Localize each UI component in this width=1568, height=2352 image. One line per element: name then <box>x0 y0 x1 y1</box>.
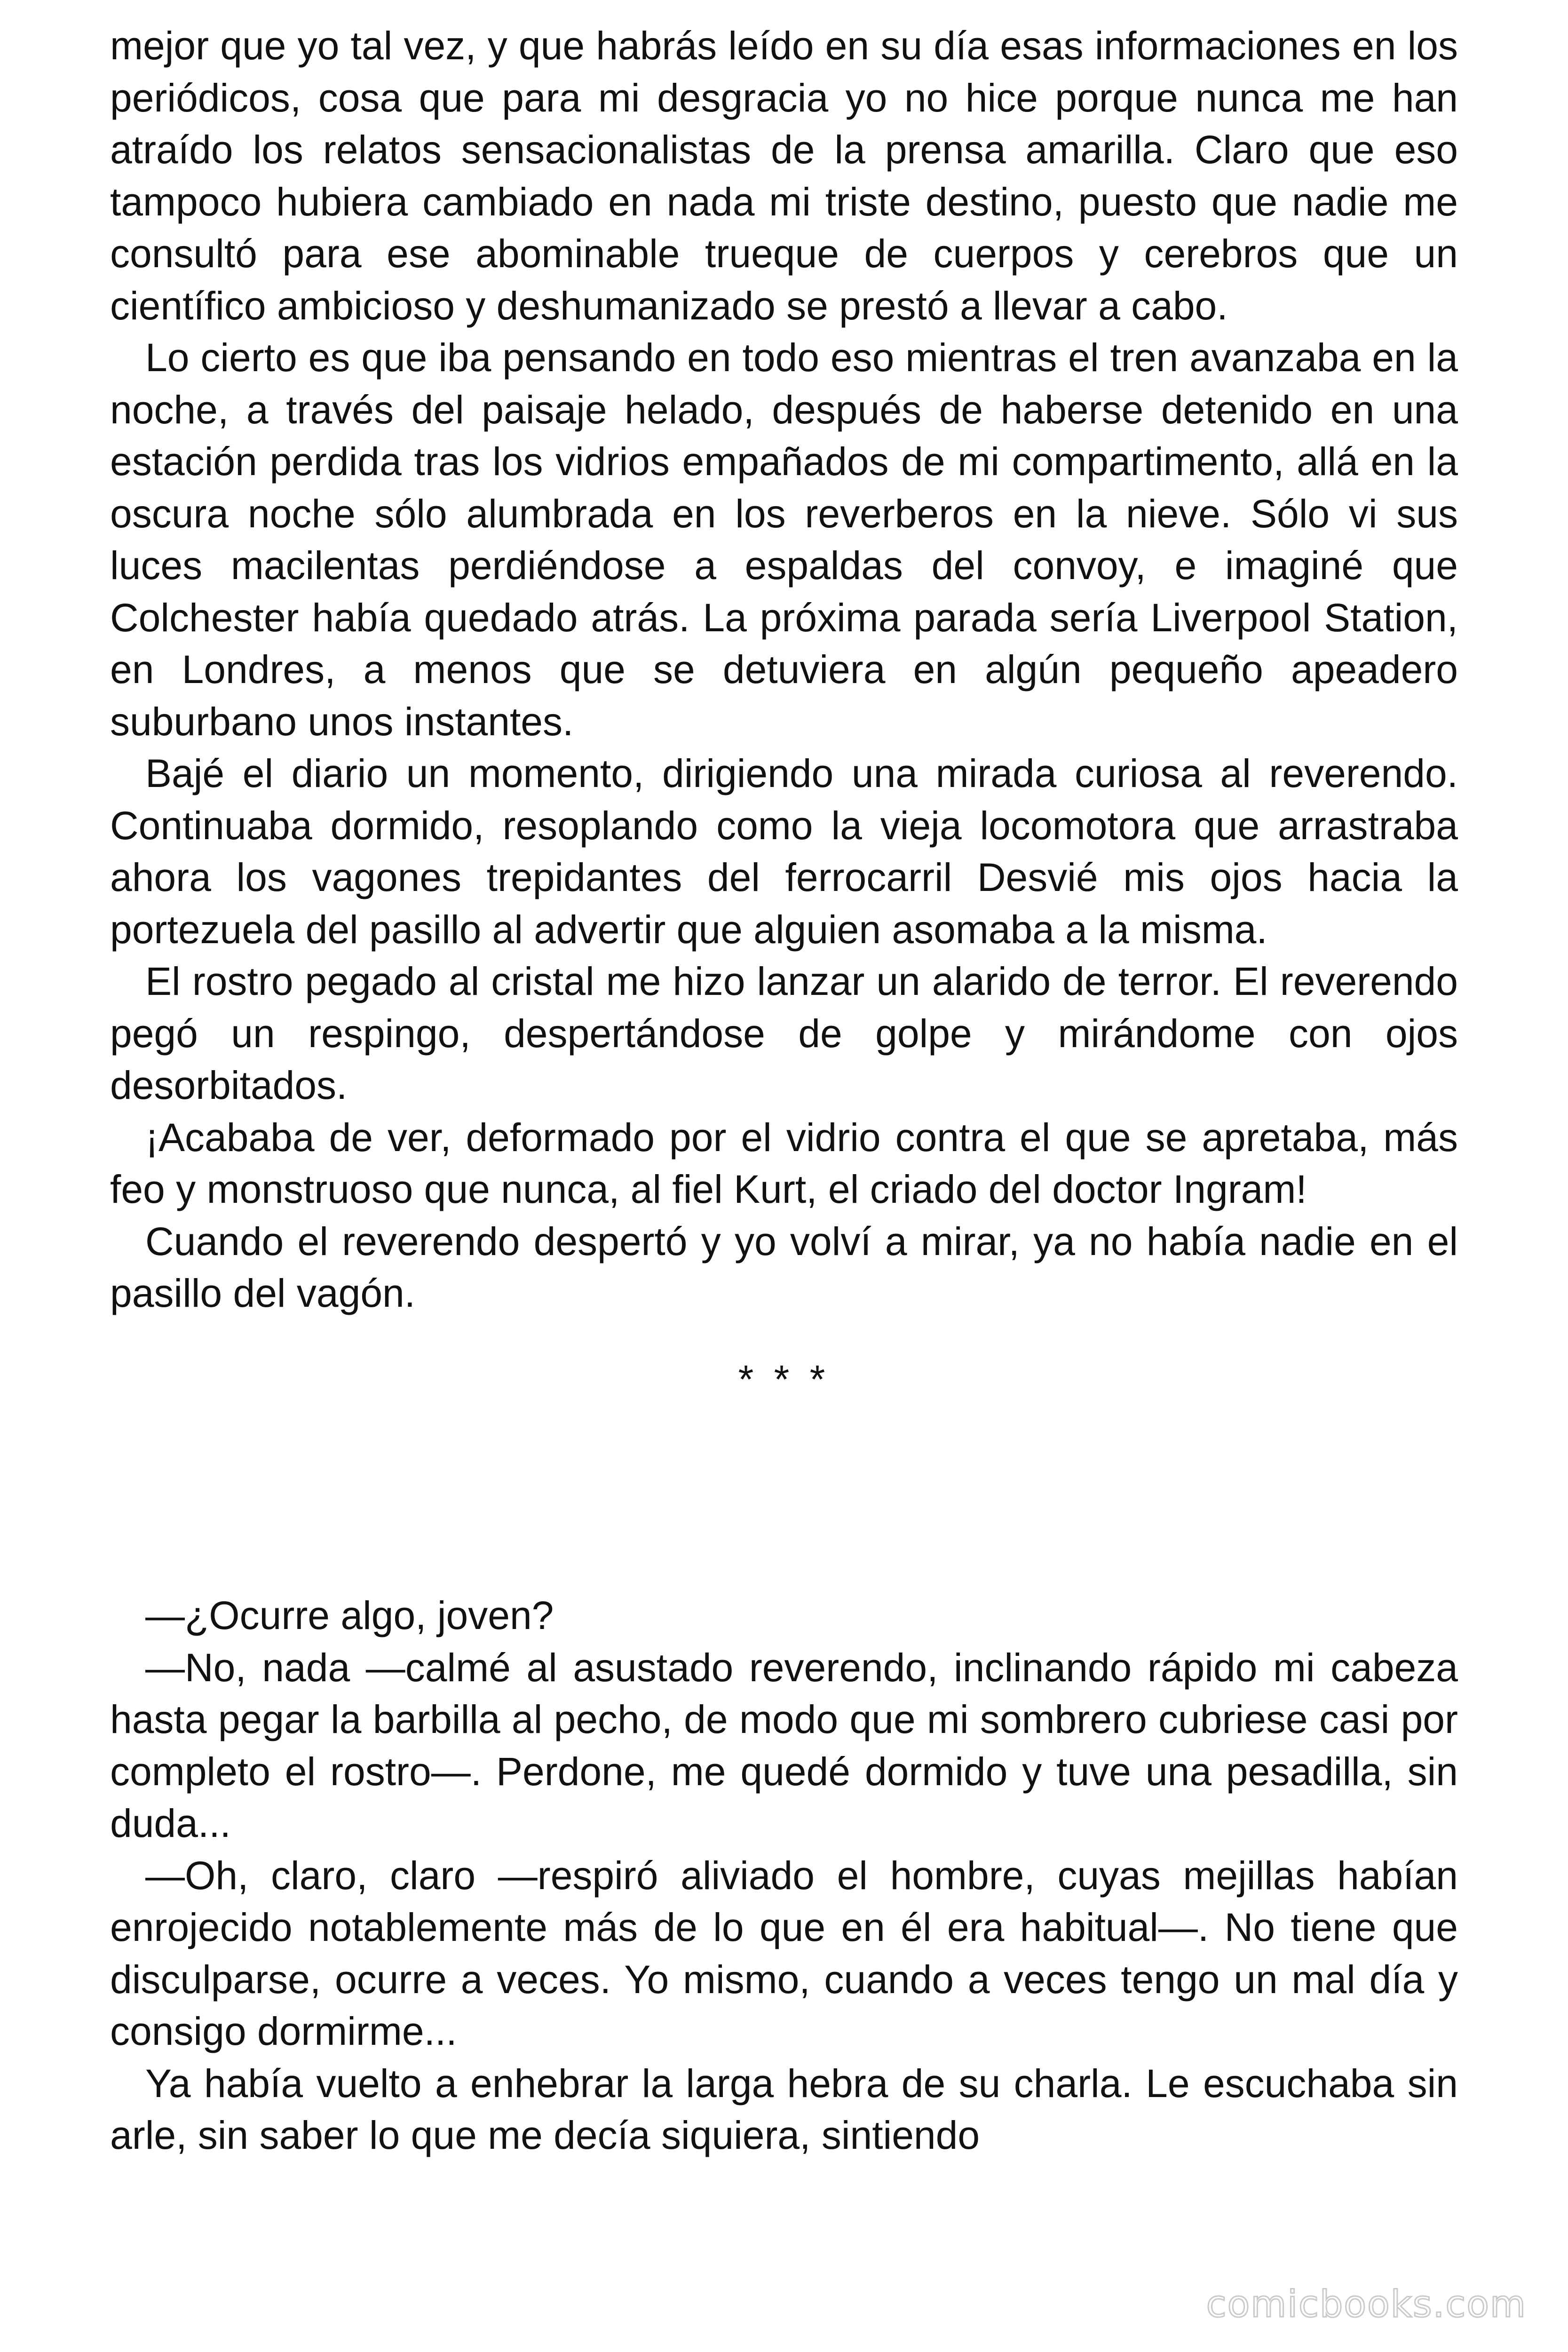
paragraph: ¡Acababa de ver, deformado por el vidrio contra el que se apretaba, más feo y monstruoso que nunca, al fiel Kurt, el criado del doctor Ingram! <box>110 1115 1458 1211</box>
body-text <box>110 20 1458 2161</box>
paragraph: Lo cierto es que iba pensando en todo eso mientras el tren avanzaba en la noche, a través del paisaje helado, después de haberse detenido en una estación perdida tras los vidrios empañados de mi compartimento, allá en la oscura noche sólo alumbrada en los reverberos en la nieve. Sólo vi sus luces macilentas perdiéndose a espaldas del convoy, e imaginé que Colchester había quedado atrás. La próxima parada sería Liverpool Station, en Londres, a menos que se detuviera en algún pequeño apeadero suburbano unos instantes. <box>110 335 1458 744</box>
paragraph: mejor que yo tal vez, y que habrás leído en su día esas informaciones en los periódicos, cosa que para mi desgracia yo no hice porque nunca me han atraído los relatos sensacionalistas de la prensa amarilla. Claro que eso tampoco hubiera cambiado en nada mi triste destino, puesto que nadie me consultó para ese abominable trueque de cuerpos y cerebros que un científico ambicioso y deshumanizado se prestó a llevar a cabo. <box>110 24 1458 328</box>
paragraph: —No, nada —calmé al asustado reverendo, inclinando rápido mi cabeza hasta pegar la barbilla al pecho, de modo que mi sombrero cubriese casi por completo el rostro—. Perdone, me quedé dormido y tuve una pesadilla, sin duda... <box>110 1645 1458 1845</box>
scene-break: * * * <box>738 1357 830 1401</box>
paragraph: —¿Ocurre algo, joven? <box>145 1593 554 1637</box>
paragraph: Cuando el reverendo despertó y yo volví a mirar, ya no había nadie en el pasillo del vagón. <box>110 1219 1458 1315</box>
paragraph: El rostro pegado al cristal me hizo lanzar un alarido de terror. El reverendo pegó un respingo, despertándose de golpe y mirándome con ojos desorbitados. <box>110 959 1458 1107</box>
paragraph: Ya había vuelto a enhebrar la larga hebra de su charla. Le escuchaba sin arle, sin saber lo que me decía siquiera, sintiendo <box>110 2061 1458 2157</box>
watermark: comicbooks.com <box>1206 2283 1527 2326</box>
paragraph: Bajé el diario un momento, dirigiendo una mirada curiosa al reverendo. Continuaba dormido, resoplando como la vieja locomotora que arrastraba ahora los vagones trepidantes del ferrocarril Desvié mis ojos hacia la portezuela del pasillo al advertir que alguien asomaba a la misma. <box>110 751 1458 952</box>
paragraph: —Oh, claro, claro —respiró aliviado el hombre, cuyas mejillas habían enrojecido notablemente más de lo que en él era habitual—. No tiene que disculparse, ocurre a veces. Yo mismo, cuando a veces tengo un mal día y consigo dormirme... <box>110 1853 1458 2053</box>
